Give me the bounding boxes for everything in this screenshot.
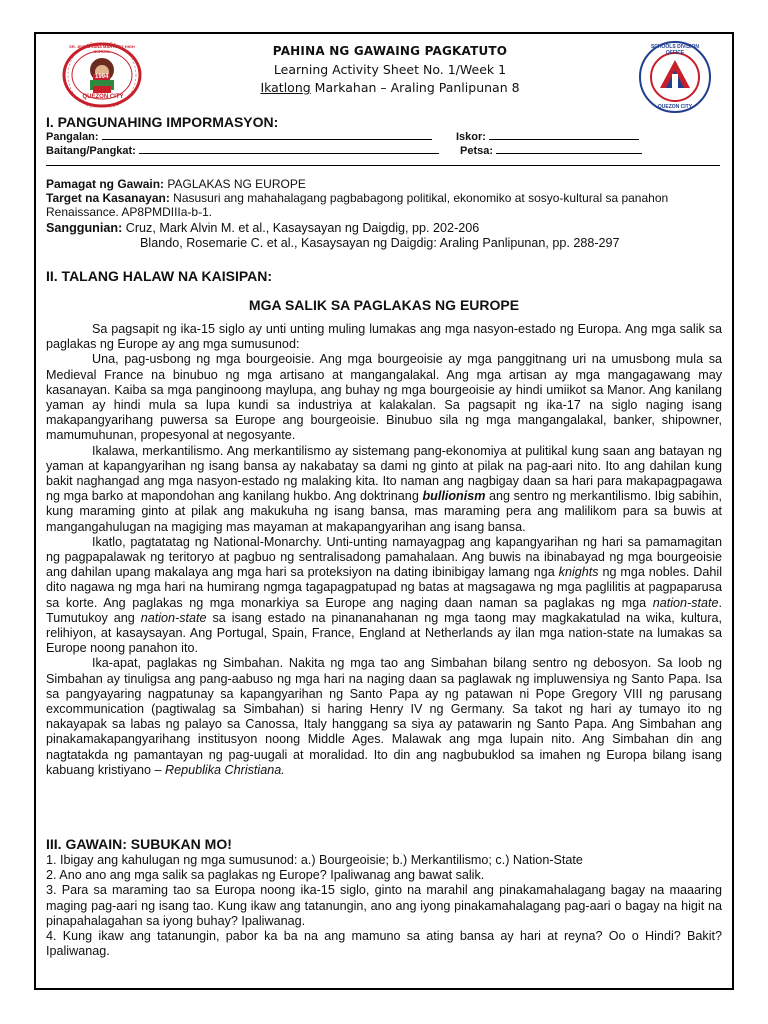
quarter-word: Ikatlong — [260, 80, 311, 95]
pangalan-field[interactable] — [102, 129, 432, 140]
question-4: 4. Kung ikaw ang tatanungin, pabor ka ba na ang mamuno sa ating bansa ay hari at reyna? Oo o Hindi? Bakit? Ipaliwanag. — [46, 929, 722, 959]
sanggunian-1: Cruz, Mark Alvin M. et al., Kasaysayan ng Daigdig, pp. 202-206 — [122, 221, 480, 235]
knights-term: knights — [558, 565, 599, 580]
petsa-row — [460, 143, 642, 157]
paragraph-bourgeoisie: Una, pag-usbong ng mga bourgeoisie. Ang mga bourgeoisie ay mga panggitnang uri na umusbong mula sa Medieval France na binubuo ng mga artisano at mangangalakal. Ang mga artisan ay mga mangagawang may kasanayan. Kaiba sa mga panginoong maylupa, ang buhay ng mga bourgeoisie ay hindi umiikot sa Manor. Ang kanilang yaman ay hindi mula sa lupa kundi sa industriya at kalakalan. Sa pagsapit ng ika-17 na siglo naging isang makapangyarihang puwersa sa Europe ang bourgeoisie. Binubuo sila ng mga mangangalakal, banker, shipowner, mamumuhunan, propesyonal at negosyante. — [46, 352, 722, 443]
divider-line — [46, 165, 720, 166]
sanggunian-label: Sanggunian: — [46, 221, 123, 235]
target-value: Nasusuri ang mahahalagang pagbabagong politikal, ekonomiko at sosyo-kultural sa panahon Renaissance. AP8PMDIIIa-b-1. — [46, 191, 669, 219]
section-1-heading: I. PANGUNAHING IMPORMASYON: — [46, 114, 279, 130]
paragraph-national-monarchy: Ikatlo, pagtatatag ng National-Monarchy. Unti-unting namayagpag ang kapangyarihan ng hari sa pamamagitan ng pagpapalawak ng teritoryo at pagbuo ng sentralisadong pamahalaan. Ang buwis na ibinabayad ng mga bourgeoisie ang dahilan upang makalaya ang mga hari sa proteksiyon na dating ibinibigay lamang nga knights ng mga nobles. Dahil dito nagawa ng mga hari na humirang ngmga tagapagpatupad ng batas at magsagawa ng mga paglilitis at pagpaparusa sa korte. Ang paglakas ng mga monarkiya sa Europe ang naging daan naman sa paglakas ng mga nation-state. Tumutukoy ang nation-state sa isang estado na pinananahanan ng mga taong may magkakatulad na wika, kultura, relihiyon, at kasaysayan. Ang Portugal, Spain, France, England at Netherlands ay ilan mga nation-state na lumakas sa Europe noong panahon ito. — [46, 534, 722, 656]
target-line — [46, 191, 722, 219]
sheet-header-subtitle: Learning Activity Sheet No. 1/Week 1 — [273, 62, 507, 77]
nation-state-term-2: nation-state — [140, 610, 207, 625]
baitang-label: Baitang/Pangkat: — [46, 145, 136, 157]
question-3: 3. Para sa maraming tao sa Europa noong ika-15 siglo, ginto na marahil ang pinakamahalagang bagay na maaaring maging pag-aari ng isang tao. Kung ikaw ang tatanungin, ano ang iyong pinakamahalagang pag-aari o bagay na higit na pinapahalagahan sa iyong buhay? Ipaliwanag. — [46, 883, 722, 928]
activity-questions — [46, 853, 722, 959]
section-2-heading: II. TALANG HALAW NA KAISIPAN: — [46, 268, 273, 284]
pamagat-line — [46, 177, 722, 191]
reading-title: MGA SALIK SA PAGLAKAS NG EUROPE — [248, 297, 520, 313]
petsa-field[interactable] — [496, 143, 642, 154]
pamagat-value: PAGLAKAS NG EUROPE — [164, 177, 306, 191]
sheet-header-title: PAHINA NG GAWAING PAGKATUTO — [272, 44, 508, 58]
question-2: 2. Ano ano ang mga salik sa paglakas ng Europe? Ipaliwanag ang bawat salik. — [46, 868, 485, 883]
section-3-heading: III. GAWAIN: SUBUKAN MO! — [46, 836, 232, 852]
reading-body — [46, 322, 722, 778]
iskor-label: Iskor: — [456, 131, 486, 143]
division-seal-top-text: SCHOOLS DIVISION OFFICE — [650, 44, 700, 56]
nation-state-term: nation-state — [652, 595, 719, 610]
school-seal-bottom-text: QUEZON CITY — [82, 94, 124, 100]
iskor-field[interactable] — [489, 129, 639, 140]
pangalan-row — [46, 129, 432, 143]
pamagat-label: Pamagat ng Gawain: — [46, 177, 165, 191]
republika-christiana-term: Republika Christiana. — [165, 762, 285, 777]
sanggunian-2: Blando, Rosemarie C. et al., Kasaysayan ng Daigdig: Araling Panlipunan, pp. 288-297 — [140, 236, 620, 250]
pangalan-label: Pangalan: — [46, 131, 99, 143]
division-seal-bottom-text: QUEZON CITY — [657, 104, 693, 110]
paragraph-merkantilismo: Ikalawa, merkantilismo. Ang merkantilismo ay sistemang pang-ekonomiya at pulitikal kung saan ang batayan ng yaman at kapangyarihan ng isang bansa ay nakabatay sa dami ng ginto at pilak na pag-aari nito. Ito ang dahilan kung bakit naghangad ang mga nasyon-estado ng malaking kita. Ito naman ang nagbigay daan sa hari para makapagpagawa ng mga barko at mapondohan ang kanilang hukbo. Ang doktrinang bullionism ang sentro ng merkantilismo. Ibig sabihin, kung maraming ginto at pilak ang makukuha ng isang bansa, mas maraming pera ang malilikom para sa buwis at mangangahulugan na magiging mas mayaman at makapangyarihan ang isang bansa. — [46, 443, 722, 534]
school-seal-year: 1994 — [95, 74, 109, 80]
quarter-subject: Markahan – Araling Panlipunan 8 — [310, 80, 520, 95]
baitang-field[interactable] — [139, 143, 439, 154]
iskor-row — [456, 129, 639, 143]
sanggunian-line — [46, 221, 722, 235]
paragraph-intro: Sa pagsapit ng ika-15 siglo ay unti unting muling lumakas ang mga nasyon-estado ng Europa. Ang mga salik sa paglakas ng Europe ay ang mga sumusunod: — [46, 322, 722, 352]
school-seal-top-text: SR. JESUS JANA MARTINEZ HIGH SCHOOL — [69, 44, 135, 54]
question-1: 1. Ibigay ang kahulugan ng mga sumusunod: a.) Bourgeoisie; b.) Merkantilismo; c.) Nation-State — [46, 853, 583, 867]
petsa-label: Petsa: — [460, 145, 494, 157]
paragraph-simbahan: Ika-apat, paglakas ng Simbahan. Nakita ng mga tao ang Simbahan bilang sentro ng debosyon. Sa loob ng Simbahan ay tinuligsa ang pang-aabuso ng mga hari na naging daan sa paglawak ng impluwensiya ng Santo Papa. Isa sa pangyayaring nagpatunay sa kapangyarihan ng Santo Papa ay ng patawan ni Pope Gregory VIII ng parusang excommunication (pagtiwalag sa Simbahan) si haring Henry IV ng Germany. Sa takot ng hari ay tumayo ito ng nakayapak sa labas ng palayo sa Canossa, Italy hanggang sa siya ay patawarin ng Santo Papa. Ang Simbahan ang pinakamakapangyarihang institusyon noong Middle Ages. Malawak ang mga lupain nito. Ang Simbahan din ang nagtatakda ng pamantayan ng pag-uugali at moralidad. Ito din ang nagbubuklod sa imahen ng Europa bilang isang kabuang kristiyano – Republika Christiana. — [46, 656, 722, 777]
baitang-row — [46, 143, 439, 157]
sheet-header-quarter — [150, 80, 630, 95]
target-label: Target na Kasanayan: — [46, 191, 170, 205]
bullionism-term: bullionism — [422, 489, 486, 504]
